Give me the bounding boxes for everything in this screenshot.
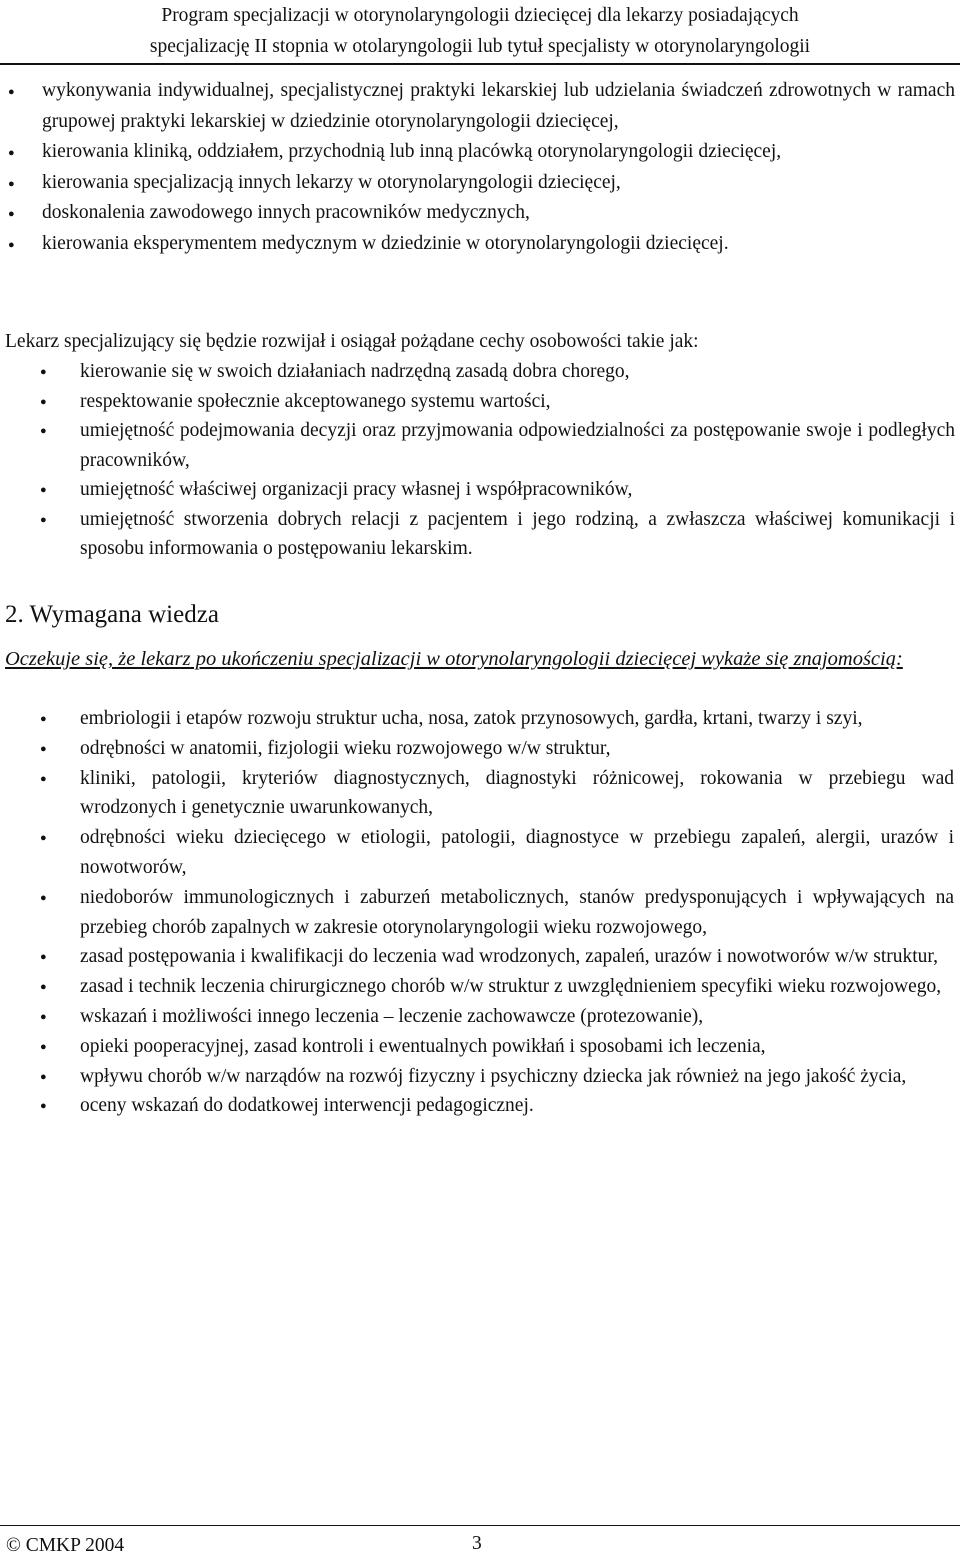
list-item: ● kierowania specjalizacją innych lekarzy w otorynolaryngologii dziecięcej, [0, 168, 960, 199]
personality-list [0, 357, 960, 564]
page-number: 3 [472, 1533, 482, 1554]
header-line-1: Program specjalizacji w otorynolaryngologii dziecięcej dla lekarzy posiadających [161, 5, 799, 26]
section-heading: 2. Wymagana wiedza [5, 601, 219, 628]
list-item: ● zasad i technik leczenia chirurgicznego chorób w/w struktur z uwzględnieniem specyfiki wieku rozwojowego, [0, 972, 960, 1002]
knowledge-section [0, 704, 960, 1121]
list-item: ● kierowania eksperymentem medycznym w dziedzinie w otorynolaryngologii dziecięcej. [0, 229, 960, 260]
list-item: ● doskonalenia zawodowego innych pracowników medycznych, [0, 198, 960, 229]
list-item: ● opieki pooperacyjnej, zasad kontroli i ewentualnych powikłań i sposobami ich leczenia, [0, 1032, 960, 1062]
footer-copyright: © CMKP 2004 [6, 1535, 125, 1556]
knowledge-lead-block [0, 645, 960, 675]
list-item: ● kliniki, patologii, kryteriów diagnostycznych, diagnostyki różnicowej, rokowania w przebiegu wad wrodzonych i genetycznie uwarunkowanych, [0, 764, 960, 824]
list-item: ● kierowanie się w swoich działaniach nadrzędną zasadą dobra chorego, [0, 357, 960, 387]
knowledge-list [0, 704, 960, 1121]
duties-list [0, 76, 960, 259]
list-item: ● umiejętność stworzenia dobrych relacji z pacjentem i jego rodziną, a zwłaszcza właściwej komunikacji i sposobu informowania o postępowaniu lekarskim. [0, 505, 960, 564]
footer-rule [0, 1525, 960, 1526]
list-item: ● umiejętność podejmowania decyzji oraz przyjmowania odpowiedzialności za postępowanie swoje i podległych pracowników, [0, 416, 960, 475]
list-item: ● zasad postępowania i kwalifikacji do leczenia wad wrodzonych, zapaleń, urazów i nowotworów w/w struktur, [0, 942, 960, 972]
list-item: ● respektowanie społecznie akceptowanego systemu wartości, [0, 387, 960, 417]
knowledge-lead: Oczekuje się, że lekarz po ukończeniu specjalizacji w otorynolaryngologii dziecięcej wykaże się znajomością: [5, 648, 903, 670]
knowledge-heading-block [0, 598, 960, 632]
list-item: ● niedoborów immunologicznych i zaburzeń metabolicznych, stanów predysponujących i wpływających na przebieg chorób zapalnych w zakresie otorynolaryngologii wieku rozwojowego, [0, 883, 960, 943]
list-item: ● odrębności w anatomii, fizjologii wieku rozwojowego w/w struktur, [0, 734, 960, 764]
list-item: ● oceny wskazań do dodatkowej interwencji pedagogicznej. [0, 1091, 960, 1121]
list-item: ● wykonywania indywidualnej, specjalistycznej praktyki lekarskiej lub udzielania świadczeń zdrowotnych w ramach grupowej praktyki lekarskiej w dziedzinie otorynolaryngologii dziecięcej, [0, 76, 960, 137]
list-item: ● embriologii i etapów rozwoju struktur ucha, nosa, zatok przynosowych, gardła, krtani, twarzy i szyi, [0, 704, 960, 734]
header-line-2: specjalizację II stopnia w otolaryngologii lub tytuł specjalisty w otorynolaryngologii [149, 36, 811, 57]
list-item: ● umiejętność właściwej organizacji pracy własnej i współpracowników, [0, 475, 960, 505]
list-item: ● kierowania kliniką, oddziałem, przychodnią lub inną placówką otorynolaryngologii dziecięcej, [0, 137, 960, 168]
page-header [0, 0, 960, 62]
list-item: ● wpływu chorób w/w narządów na rozwój fizyczny i psychiczny dziecka jak również na jego jakość życia, [0, 1062, 960, 1092]
header-rule [0, 63, 960, 65]
duties-section [0, 76, 960, 259]
list-item: ● odrębności wieku dziecięcego w etiologii, patologii, diagnostyce w przebiegu zapaleń, alergii, urazów i nowotworów, [0, 823, 960, 883]
list-item: ● wskazań i możliwości innego leczenia – leczenie zachowawcze (protezowanie), [0, 1002, 960, 1032]
personality-intro: Lekarz specjalizujący się będzie rozwijał i osiągał pożądane cechy osobowości takie jak: [5, 331, 699, 352]
personality-section [0, 327, 960, 564]
